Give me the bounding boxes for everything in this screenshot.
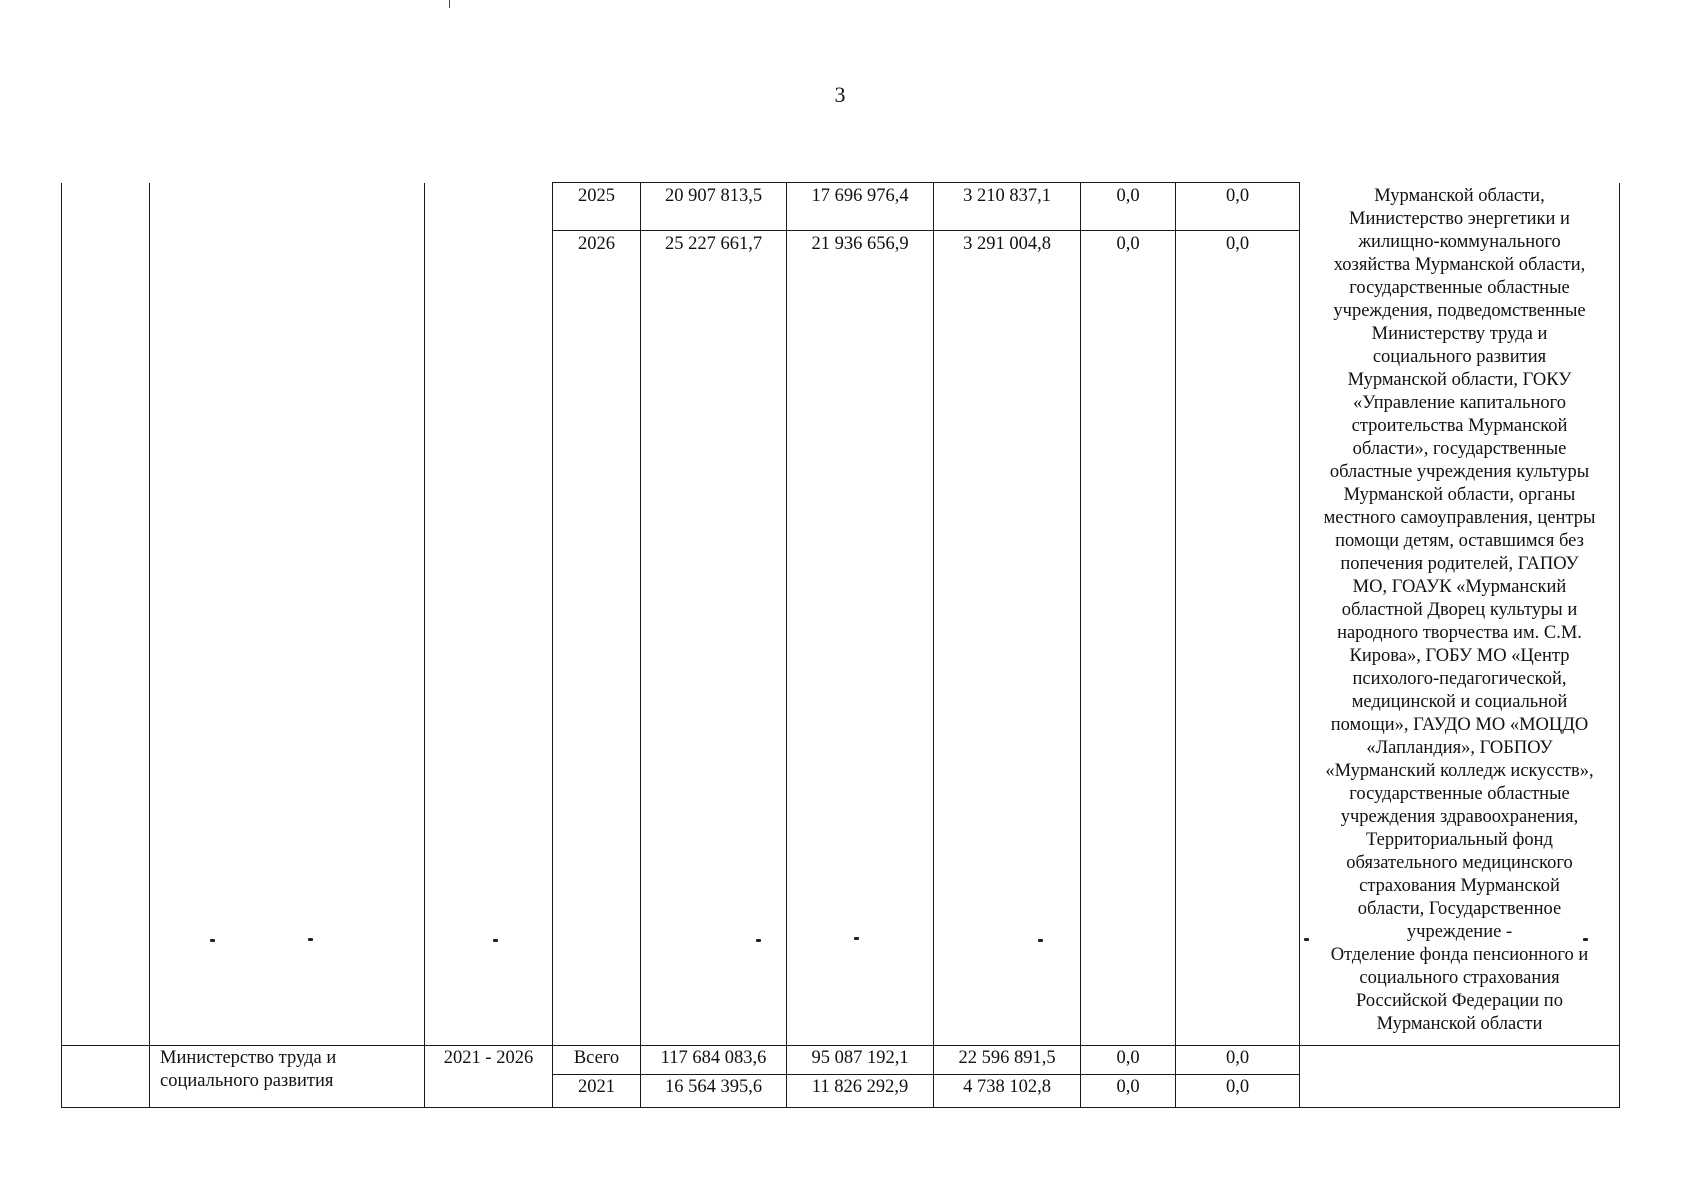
- table-cell-number: [62, 1046, 150, 1108]
- table-cell-year: Всего: [553, 1046, 641, 1075]
- table-cell-local: 0,0: [1081, 183, 1176, 231]
- table-cell-year: 2025: [553, 183, 641, 231]
- table-cell-executors: [1300, 1046, 1620, 1108]
- scan-speck: [1583, 938, 1588, 941]
- executors-line: медицинской и социальной: [1351, 691, 1568, 712]
- executors-line: попечения родителей, ГАПОУ: [1340, 553, 1579, 574]
- executors-line: хозяйства Мурманской области,: [1333, 254, 1586, 275]
- executors-line: Министерству труда и: [1371, 323, 1548, 344]
- ministry-period: 2021 - 2026: [425, 1046, 553, 1108]
- executors-line: социального страхования: [1359, 967, 1560, 988]
- scan-speck: [210, 939, 215, 942]
- table-row: [62, 1046, 1620, 1075]
- executors-line: государственные областные: [1349, 277, 1570, 298]
- executors-line: государственные областные: [1349, 783, 1570, 804]
- executors-line: Мурманской области, органы: [1343, 484, 1576, 505]
- table-cell-local: 0,0: [1081, 1075, 1176, 1108]
- table-cell-other: 0,0: [1176, 231, 1300, 1046]
- table-cell-regional: 17 696 976,4: [787, 183, 934, 231]
- executors-line: жилищно-коммунального: [1358, 231, 1561, 252]
- executors-line: областной Дворец культуры и: [1341, 599, 1578, 620]
- executors-line: Мурманской области: [1376, 1013, 1543, 1034]
- executors-line: учреждение -: [1406, 921, 1513, 942]
- executors-line: строительства Мурманской: [1351, 415, 1568, 436]
- table-cell-federal: 22 596 891,5: [934, 1046, 1081, 1075]
- executors-line: Территориальный фонд: [1366, 829, 1553, 850]
- executors-line: страхования Мурманской: [1359, 875, 1560, 896]
- scan-speck: [756, 939, 761, 942]
- table-cell-total: 25 227 661,7: [641, 231, 787, 1046]
- executors-line: социального развития: [1372, 346, 1547, 367]
- executors-line: Мурманской области,: [1374, 185, 1545, 206]
- executors-line: «Управление капитального: [1352, 392, 1566, 413]
- table-cell-total: 117 684 083,6: [641, 1046, 787, 1075]
- table-cell-other: 0,0: [1176, 183, 1300, 231]
- executors-line: МО, ГОАУК «Мурманский: [1352, 576, 1567, 597]
- table-cell-federal: 3 291 004,8: [934, 231, 1081, 1046]
- table-cell-other: 0,0: [1176, 1046, 1300, 1075]
- executors-line: психолого-педагогической,: [1352, 668, 1567, 689]
- executors-line: учреждения здравоохранения,: [1340, 806, 1579, 827]
- table-cell-number: [62, 183, 150, 1046]
- table-cell-name: [150, 183, 425, 1046]
- executors-line: «Мурманский колледж искусств»,: [1325, 760, 1594, 781]
- table-cell-total: 20 907 813,5: [641, 183, 787, 231]
- table-cell-regional: 95 087 192,1: [787, 1046, 934, 1075]
- executors-text: [1304, 185, 1615, 1036]
- executors-line: помощи», ГАУДО МО «МОЦДО: [1330, 714, 1589, 735]
- scan-speck: [493, 939, 498, 942]
- executors-line: Мурманской области, ГОКУ: [1347, 369, 1572, 390]
- table-cell-regional: 21 936 656,9: [787, 231, 934, 1046]
- table-cell-total: 16 564 395,6: [641, 1075, 787, 1108]
- table-cell-period: [425, 183, 553, 1046]
- executors-line: Кирова», ГОБУ МО «Центр: [1349, 645, 1570, 666]
- executors-line: области, Государственное: [1357, 898, 1562, 919]
- table-row: [62, 183, 1620, 231]
- executors-line: Отделение фонда пенсионного и: [1330, 944, 1589, 965]
- table-cell-year: 2021: [553, 1075, 641, 1108]
- table-cell-local: 0,0: [1081, 1046, 1176, 1075]
- executors-line: обязательного медицинского: [1346, 852, 1573, 873]
- page-number: 3: [834, 82, 846, 107]
- table-cell-federal: 3 210 837,1: [934, 183, 1081, 231]
- scan-speck: [1038, 939, 1043, 942]
- executors-line: Российской Федерации по: [1356, 990, 1563, 1011]
- executors-line: народного творчества им. С.М.: [1337, 622, 1582, 643]
- executors-line: местного самоуправления, центры: [1323, 507, 1596, 528]
- executors-line: Министерство энергетики и: [1349, 208, 1570, 229]
- scan-speck: [308, 938, 313, 941]
- executors-line: помощи детям, оставшимся без: [1335, 530, 1584, 551]
- executors-line: области», государственные: [1352, 438, 1567, 459]
- executors-line: «Лапландия», ГОБПОУ: [1366, 737, 1553, 758]
- budget-table: [61, 182, 1620, 1108]
- scan-artifact-mark: [449, 0, 450, 8]
- table-cell-regional: 11 826 292,9: [787, 1075, 934, 1108]
- table-cell-federal: 4 738 102,8: [934, 1075, 1081, 1108]
- table-cell-executors: [1300, 183, 1620, 1046]
- scan-speck: [854, 937, 859, 940]
- ministry-name: Министерство труда и социального развития: [150, 1046, 425, 1108]
- table-cell-year: 2026: [553, 231, 641, 1046]
- executors-line: областные учреждения культуры: [1329, 461, 1590, 482]
- table-cell-other: 0,0: [1176, 1075, 1300, 1108]
- table-cell-local: 0,0: [1081, 231, 1176, 1046]
- scan-speck: [1304, 938, 1309, 941]
- executors-line: учреждения, подведомственные: [1333, 300, 1586, 321]
